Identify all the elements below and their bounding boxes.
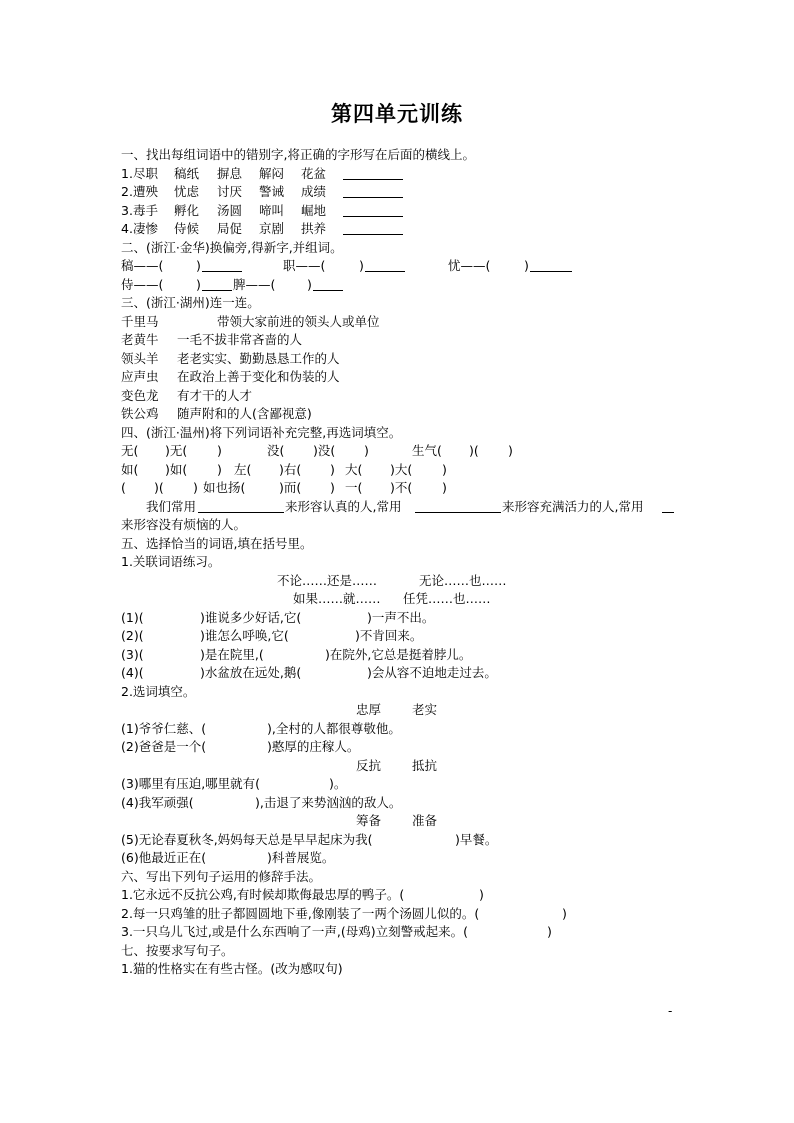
section-2-heading: 二、(浙江·金华)换偏旁,得新字,并组词。	[121, 239, 343, 255]
s1-row-4: 4. 凄惨 侍候 局促 京剧 拱养	[121, 220, 681, 239]
s6-q3: 3.一只乌儿飞过,或是什么东西响了一声,(母鸡)立刻警戒起来。( )	[121, 924, 552, 939]
answer-blank[interactable]	[202, 259, 242, 272]
s5-q9: (5)无论春夏秋冬,妈妈每天总是早早起床为我( )早餐。	[121, 831, 498, 847]
s5-words-row-3: 筹备 准备	[356, 813, 438, 828]
s5-q2: (2)( )谁怎么呼唤,它( )不肯回来。	[121, 628, 423, 643]
s5-q4: (4)( )水盆放在远处,鹅( )会从容不迫地走过去。	[121, 665, 497, 680]
s7-q1: 1.猫的性格实在有些古怪。(改为感叹句)	[121, 961, 343, 976]
s2-row-1: 稿——( ) 职——( ) 忧——( )	[121, 257, 681, 276]
s3-row-2: 老黄牛 一毛不拔非常吝啬的人	[121, 332, 303, 347]
s1-row-2: 2. 遭殃 忧虑 讨厌 警诫 成绩	[121, 183, 681, 202]
answer-blank[interactable]	[530, 259, 572, 272]
s4-row-1: 无( )无( ) 没( )没( ) 生气( )( )	[121, 443, 513, 458]
s5-q10: (6)他最近正在( )科普展览。	[121, 850, 335, 865]
s2-row-2: 侍——( ) 脾——( )	[121, 276, 681, 295]
s5-words-row-2: 反抗 抵抗	[356, 757, 438, 773]
s1-row-1: 1. 尽职 稿纸 摒息 解闷 花盆	[121, 165, 681, 184]
s3-row-5: 变色龙 有才干的人才	[121, 387, 253, 403]
section-4-heading: 四、(浙江·温州)将下列词语补充完整,再选词填空。	[121, 424, 402, 440]
page-footer-mark: -	[668, 1004, 673, 1018]
answer-blank[interactable]	[662, 500, 674, 513]
s5-q6: (2)爸爸是一个( )憨厚的庄稼人。	[121, 739, 360, 754]
s4-sentence-cont: 来形容没有烦恼的人。	[121, 517, 247, 532]
section-3-heading: 三、(浙江·湖州)连一连。	[121, 295, 260, 310]
s5-options-row-1: 不论……还是…… 无论……也……	[277, 572, 507, 588]
s4-row-3: ( )( ) 如也扬( )而( ) 一( )不( )	[121, 480, 447, 495]
s5-q7: (3)哪里有压迫,哪里就有( )。	[121, 776, 347, 791]
section-1-heading: 一、找出每组词语中的错别字,将正确的字形写在后面的横线上。	[121, 147, 475, 162]
answer-blank[interactable]	[343, 204, 403, 217]
s5-q3: (3)( )是在院里,( )在院外,它总是挺着脖儿。	[121, 646, 472, 662]
s5-part-2: 2.选词填空。	[121, 683, 196, 699]
answer-blank[interactable]	[343, 185, 403, 198]
answer-blank[interactable]	[198, 500, 284, 513]
s5-part-1: 1.关联词语练习。	[121, 554, 221, 569]
answer-blank[interactable]	[202, 278, 232, 291]
s6-q1: 1.它永远不反抗公鸡,有时候却欺侮最忠厚的鸭子。( )	[121, 887, 484, 902]
section-7-heading: 七、按要求写句子。	[121, 942, 234, 958]
page-title: 第四单元训练	[331, 102, 463, 126]
section-6-heading: 六、写出下列句子运用的修辞手法。	[121, 868, 322, 884]
s4-row-2: 如( )如( ) 左( )右( ) 大( )大( )	[121, 461, 447, 477]
s5-words-row-1: 忠厚 老实	[356, 702, 438, 717]
worksheet-content	[121, 146, 681, 979]
section-5-heading: 五、选择恰当的词语,填在括号里。	[121, 535, 313, 551]
answer-blank[interactable]	[343, 167, 403, 180]
s4-sentence: 我们常用 来形容认真的人,常用 来形容充满活力的人,常用	[121, 498, 681, 517]
s3-row-6: 铁公鸡 随声附和的人(含鄙视意)	[121, 406, 312, 421]
s5-q8: (4)我军顽强( ),击退了来势汹汹的敌人。	[121, 794, 402, 810]
answer-blank[interactable]	[415, 500, 501, 513]
answer-blank[interactable]	[313, 278, 343, 291]
answer-blank[interactable]	[343, 222, 403, 235]
s3-row-3: 领头羊 老老实实、勤勤恳恳工作的人	[121, 350, 340, 366]
s3-row-4: 应声虫 在政治上善于变化和伪装的人	[121, 369, 340, 384]
s1-row-3: 3. 毒手 孵化 汤圆 啼叫 崛地	[121, 202, 681, 221]
answer-blank[interactable]	[365, 259, 405, 272]
s5-q5: (1)爷爷仁慈、( ),全村的人都很尊敬他。	[121, 720, 401, 736]
s5-options-row-2: 如果……就…… 任凭……也……	[293, 591, 491, 606]
s6-q2: 2.每一只鸡雏的肚子都圆圆地下垂,像刚装了一两个汤圆儿似的。( )	[121, 905, 567, 921]
s5-q1: (1)( )谁说多少好话,它( )一声不出。	[121, 609, 435, 625]
s3-row-1: 千里马 带领大家前进的领头人或单位	[121, 313, 380, 329]
